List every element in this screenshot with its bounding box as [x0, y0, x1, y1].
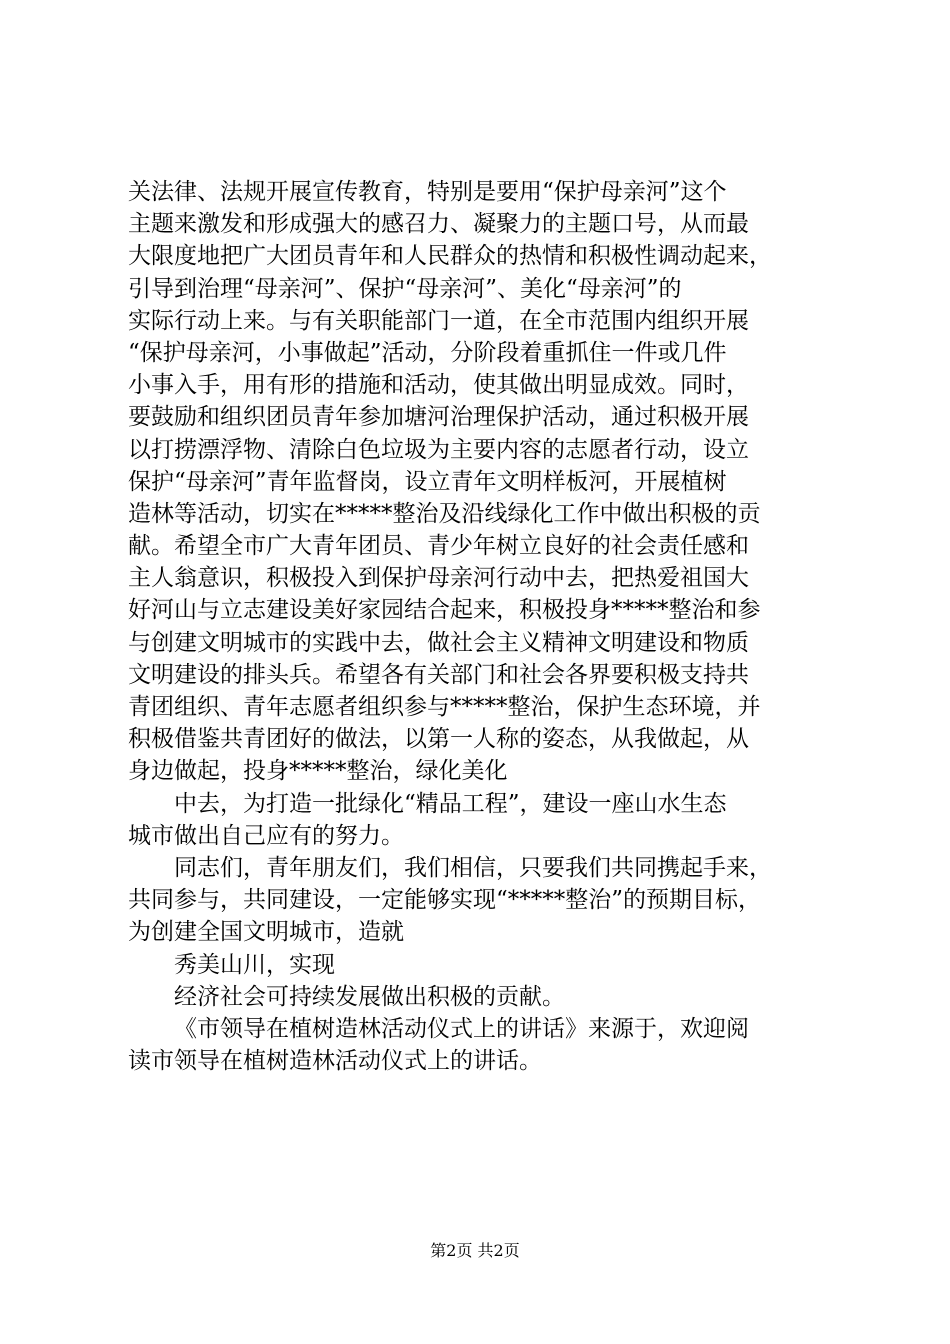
text-line: 主人翁意识，积极投入到保护母亲河行动中去，把热爱祖国大 — [128, 565, 749, 592]
text-line: 城市做出自己应有的努力。 — [128, 822, 404, 849]
text-line: 读市领导在植树造林活动仪式上的讲话。 — [128, 1048, 542, 1075]
text-line: 经济社会可持续发展做出积极的贡献。 — [174, 983, 565, 1010]
text-line: 要鼓励和组织团员青年参加塘河治理保护活动，通过积极开展 — [128, 404, 749, 431]
document-body — [128, 176, 828, 1077]
text-line: 文明建设的排头兵。希望各有关部门和社会各界要积极支持共 — [128, 661, 749, 688]
text-line: 中去，为打造一批绿化“精品工程”，建设一座山水生态 — [174, 790, 727, 817]
text-line: 共同参与，共同建设，一定能够实现“*****整治”的预期目标， — [128, 887, 762, 914]
text-line: 实际行动上来。与有关职能部门一道，在全市范围内组织开展 — [128, 307, 749, 334]
text-line: “保护母亲河，小事做起”活动，分阶段着重抓住一件或几件 — [128, 339, 727, 366]
page-footer — [0, 1240, 950, 1262]
text-line: 献。希望全市广大青年团员、青少年树立良好的社会责任感和 — [128, 533, 749, 560]
page-number: 第2页 共2页 — [430, 1241, 520, 1260]
text-line: 好河山与立志建设美好家园结合起来，积极投身*****整治和参 — [128, 597, 761, 624]
text-line: 积极借鉴共青团好的做法，以第一人称的姿态，从我做起，从 — [128, 726, 749, 753]
text-line: 与创建文明城市的实践中去，做社会主义精神文明建设和物质 — [128, 629, 749, 656]
text-line: 小事入手，用有形的措施和活动，使其做出明显成效。同时， — [128, 372, 749, 399]
text-line: 引导到治理“母亲河”、保护“母亲河”、美化“母亲河”的 — [128, 275, 682, 302]
text-line: 关法律、法规开展宣传教育，特别是要用“保护母亲河”这个 — [128, 179, 727, 205]
text-line: 身边做起，投身*****整治，绿化美化 — [128, 758, 508, 785]
text-line: 同志们，青年朋友们，我们相信，只要我们共同携起手来， — [174, 854, 772, 881]
text-line: 大限度地把广大团员青年和人民群众的热情和积极性调动起来， — [128, 243, 772, 270]
text-line: 青团组织、青年志愿者组织参与*****整治，保护生态环境，并 — [128, 694, 761, 720]
text-line: 秀美山川，实现 — [174, 951, 335, 978]
text-line: 主题来激发和形成强大的感召力、凝聚力的主题口号，从而最 — [128, 211, 749, 238]
text-line: 造林等活动，切实在*****整治及沿线绿化工作中做出积极的贡 — [128, 500, 761, 527]
text-line: 保护“母亲河”青年监督岗，设立青年文明样板河，开展植树 — [128, 468, 727, 495]
text-line: 以打捞漂浮物、清除白色垃圾为主要内容的志愿者行动，设立 — [128, 436, 749, 463]
text-line: 为创建全国文明城市，造就 — [128, 919, 404, 946]
text-line: 《市领导在植树造林活动仪式上的讲话》来源于，欢迎阅 — [174, 1015, 749, 1042]
